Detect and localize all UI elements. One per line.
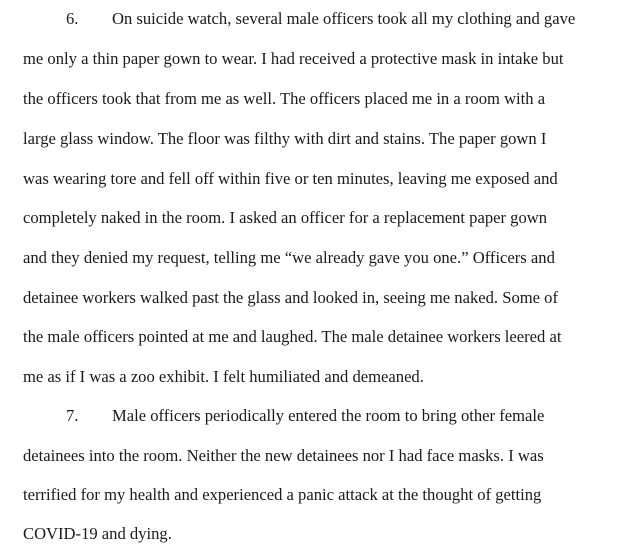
paragraph-6-line-4: large glass window. The floor was filthy with dirt and stains. The paper gown I: [23, 129, 547, 148]
paragraph-7-line-4: COVID-19 and dying.: [23, 524, 172, 543]
paragraph-6-line-10: me as if I was a zoo exhibit. I felt humiliated and demeaned.: [23, 367, 424, 386]
paragraph-6-number: 6.: [66, 9, 79, 28]
paragraph-7-line-1: [66, 406, 544, 426]
paragraph-6-text-1: On suicide watch, several male officers took all my clothing and gave: [112, 9, 576, 28]
paragraph-6-line-6: completely naked in the room. I asked an officer for a replacement paper gown: [23, 208, 548, 227]
paragraph-6-line-1: [66, 9, 575, 29]
paragraph-6-line-7: and they denied my request, telling me “we already gave you one.” Officers and: [23, 248, 555, 267]
paragraph-7-line-2: detainees into the room. Neither the new detainees nor I had face masks. I was: [23, 446, 544, 465]
paragraph-7-text-1: Male officers periodically entered the room to bring other female: [112, 406, 545, 425]
paragraph-6-line-9: the male officers pointed at me and laughed. The male detainee workers leered at: [23, 327, 562, 346]
paragraph-6-line-8: detainee workers walked past the glass and looked in, seeing me naked. Some of: [23, 288, 558, 307]
paragraph-7-number: 7.: [66, 406, 79, 425]
paragraph-6-line-2: me only a thin paper gown to wear. I had received a protective mask in intake but: [23, 49, 564, 68]
paragraph-7-line-3: terrified for my health and experienced a panic attack at the thought of getting: [23, 485, 542, 504]
paragraph-6-line-5: was wearing tore and fell off within five or ten minutes, leaving me exposed and: [23, 169, 558, 188]
paragraph-6-line-3: the officers took that from me as well. The officers placed me in a room with a: [23, 89, 546, 108]
